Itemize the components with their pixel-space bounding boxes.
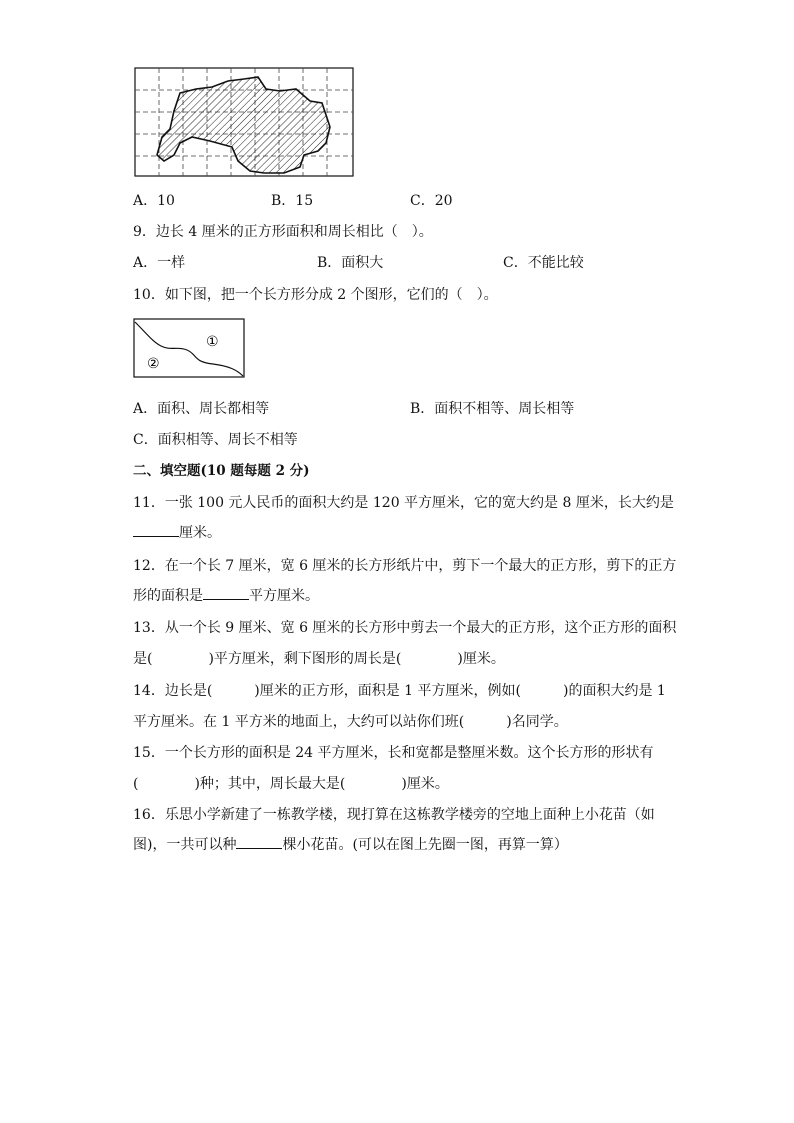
q16-line-2 (133, 836, 568, 854)
q10-option-a[interactable]: A．面积、周长都相等 (133, 401, 270, 417)
q9-option-c[interactable]: C．不能比较 (503, 255, 584, 271)
q9-option-a[interactable]: A．一样 (133, 255, 186, 271)
q8-option-a[interactable]: A．10 (133, 193, 175, 209)
section-2-title: 二、填空题(10 题每题 2 分) (133, 463, 310, 479)
q11-answer-blank[interactable] (133, 524, 179, 537)
q16-line-1: 16．乐思小学新建了一栋教学楼，现打算在这栋教学楼旁的空地上面种上小花苗（如 (133, 807, 655, 823)
q15-line-1: 15．一个长方形的面积是 24 平方厘米，长和宽都是整厘米数。这个长方形的形状有 (133, 745, 654, 761)
q14-line-1: 14．边长是( )厘米的正方形，面积是 1 平方厘米，例如( )的面积大约是 1 (133, 683, 666, 699)
q11-line-2 (133, 524, 221, 542)
q10-region-2-label: ② (147, 356, 160, 372)
q16-answer-blank[interactable] (236, 836, 282, 849)
q16-suffix: 棵小花苗。(可以在图上先圈一图，再算一算） (282, 837, 568, 853)
q8-grid-figure (134, 67, 356, 179)
q10-option-c[interactable]: C．面积相等、周长不相等 (133, 432, 298, 448)
q10-stem: 10．如下图，把一个长方形分成 2 个图形，它们的（ ）。 (133, 287, 498, 303)
q12-line-2 (133, 587, 319, 605)
q10-region-1-label: ① (206, 334, 219, 350)
q11-unit: 厘米。 (179, 525, 221, 541)
q12-prefix: 形的面积是 (133, 588, 203, 604)
q13-line-2: 是( )平方厘米，剩下图形的周长是( )厘米。 (133, 651, 505, 667)
q12-unit: 平方厘米。 (249, 588, 319, 604)
q14-line-2: 平方厘米。在 1 平方米的地面上，大约可以站你们班( )名同学。 (133, 714, 568, 730)
q8-option-c[interactable]: C．20 (410, 193, 453, 209)
q12-line-1: 12．在一个长 7 厘米，宽 6 厘米的长方形纸片中，剪下一个最大的正方形，剪下的正方 (133, 558, 677, 574)
q8-option-b[interactable]: B．15 (271, 193, 314, 209)
q9-stem: 9．边长 4 厘米的正方形面积和周长相比（ ）。 (133, 224, 433, 240)
q11-line-1: 11．一张 100 元人民币的面积大约是 120 平方厘米，它的宽大约是 8 厘米，长大约是 (133, 495, 674, 511)
q9-option-b[interactable]: B．面积大 (317, 255, 384, 271)
q13-line-1: 13．从一个长 9 厘米、宽 6 厘米的长方形中剪去一个最大的正方形，这个正方形的面积 (133, 620, 677, 636)
q10-rectangle-figure (133, 318, 247, 380)
q12-answer-blank[interactable] (203, 587, 249, 600)
q16-prefix: 图)，一共可以种 (133, 837, 237, 853)
q10-option-b[interactable]: B．面积不相等、周长相等 (410, 401, 575, 417)
q15-line-2: ( )种；其中，周长最大是( )厘米。 (133, 776, 449, 792)
